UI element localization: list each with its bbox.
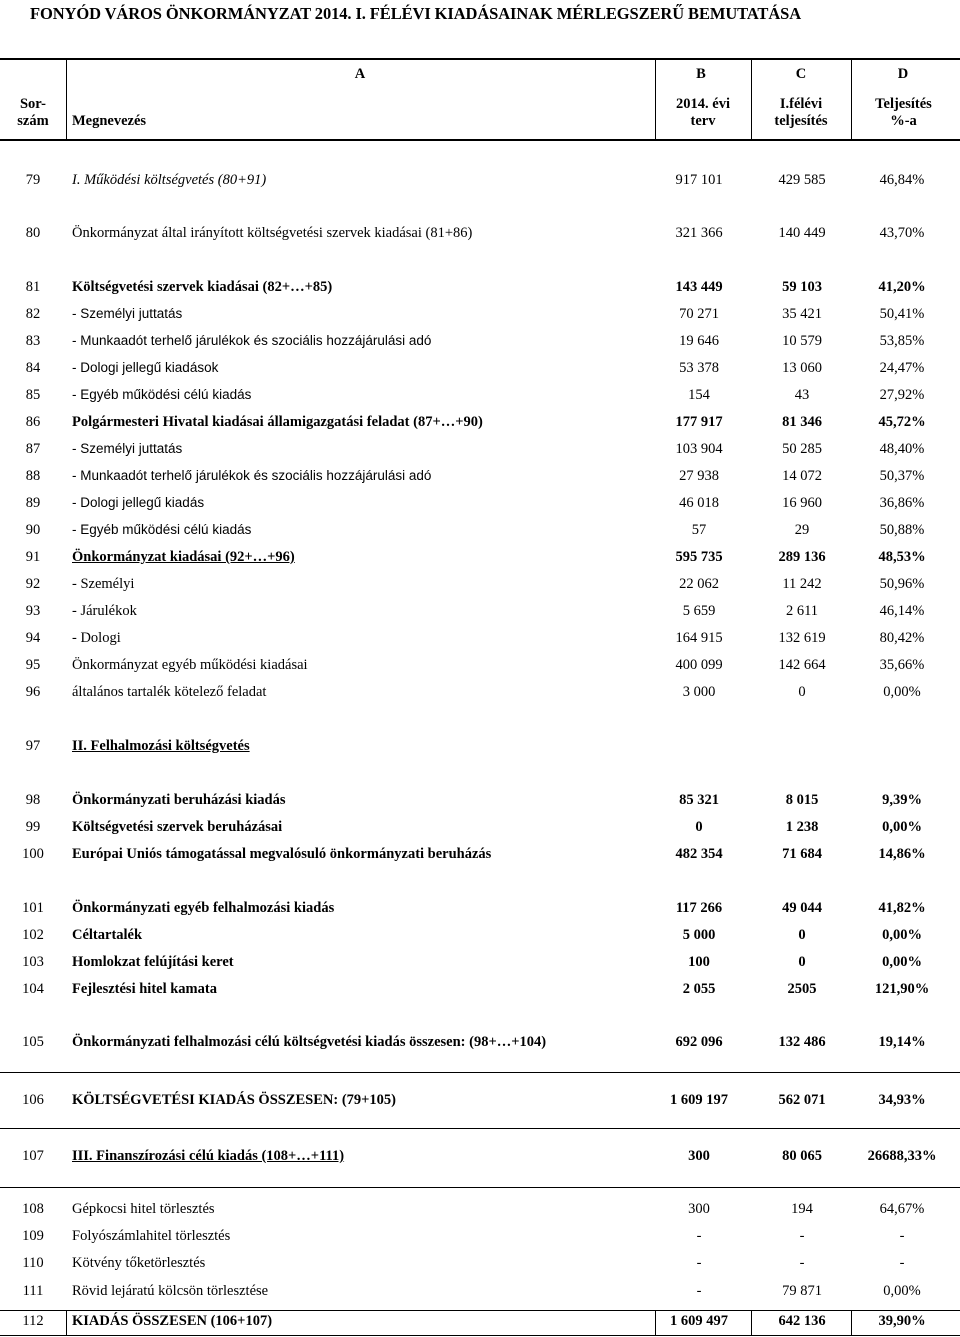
row-plan-value: 154 [688,387,710,403]
row-plan-value: 2 055 [682,981,716,997]
row-number: 95 [25,657,41,673]
row-actual-value: 642 136 [778,1313,826,1329]
table-row [0,1034,960,1054]
header-bottom-rule [0,139,960,141]
table-row [0,630,960,650]
row-number: 102 [22,927,44,943]
column-divider [851,1310,852,1335]
column-divider [751,1310,752,1335]
row-plan-value: 100 [688,954,710,970]
column-divider [655,1310,656,1335]
table-row [0,657,960,677]
row-actual-value: - [799,1228,805,1244]
row-plan-value: 917 101 [675,172,723,188]
row-percent-value: 50,96% [879,576,925,592]
table-row [0,468,960,488]
row-plan-value: 300 [688,1148,710,1164]
table-row [0,603,960,623]
row-percent-value: 34,93% [878,1092,926,1108]
row-label: Céltartalék [72,927,143,943]
row-label: - Munkaadót terhelő járulékok és szociális hozzájárulási adó [72,333,432,348]
row-percent-value: 27,92% [879,387,925,403]
row-actual-value: 16 960 [782,495,822,511]
row-number: 103 [22,954,44,970]
table-row [0,1283,960,1303]
row-percent-value: 0,00% [883,684,921,700]
row-percent-value: 50,37% [879,468,925,484]
table-row [0,333,960,353]
row-number: 91 [25,549,41,565]
row-plan-value: 27 938 [679,468,719,484]
row-label: II. Felhalmozási költségvetés [72,738,250,754]
row-actual-value: 2 611 [785,603,819,619]
header-terv-line1: 2014. évi [676,96,730,112]
row-actual-value: 0 [798,927,806,943]
row-label: - Személyi juttatás [72,306,183,321]
row-number: 96 [25,684,41,700]
row-percent-value: 46,14% [879,603,925,619]
row-plan-value: - [696,1228,702,1244]
header-divider-num [66,58,67,141]
row-plan-value: 57 [691,522,707,538]
header-top-rule [0,58,960,60]
row-plan-value: 5 659 [682,603,716,619]
row-label: - Járulékok [72,603,137,619]
row-percent-value: 0,00% [882,954,922,970]
section-rule [0,1128,960,1129]
row-percent-value: 19,14% [878,1034,926,1050]
row-percent-value: 53,85% [879,333,925,349]
row-plan-value: 164 915 [675,630,723,646]
row-plan-value: 85 321 [679,792,719,808]
header-megnevezes: Megnevezés [72,113,147,129]
row-plan-value: 5 000 [682,927,716,943]
row-actual-value: 132 619 [778,630,826,646]
row-percent-value: 14,86% [878,846,926,862]
row-plan-value: 300 [688,1201,710,1217]
table-row [0,1313,960,1333]
row-number: 81 [25,279,41,295]
row-plan-value: - [696,1255,702,1271]
col-letter-c: C [795,66,807,82]
row-percent-value: 64,67% [879,1201,925,1217]
row-plan-value: 46 018 [679,495,719,511]
row-percent-value: 0,00% [882,927,922,943]
table-row [0,981,960,1001]
row-percent-value: 36,86% [879,495,925,511]
row-label: - Munkaadót terhelő járulékok és szociális hozzájárulási adó [72,468,432,483]
row-plan-value: 19 646 [679,333,719,349]
row-label: Költségvetési szervek beruházásai [72,819,283,835]
row-plan-value: 0 [695,819,703,835]
row-actual-value: 140 449 [778,225,826,241]
col-letter-b: B [696,66,706,82]
row-label: - Egyéb működési célú kiadás [72,387,252,402]
row-plan-value: 70 271 [679,306,719,322]
row-number: 97 [25,738,41,754]
table-row [0,1148,960,1168]
row-label: Homlokzat felújítási keret [72,954,234,970]
row-actual-value: 29 [794,522,810,538]
row-plan-value: - [696,1283,702,1299]
row-plan-value: 482 354 [675,846,723,862]
row-plan-value: 3 000 [682,684,716,700]
table-row [0,819,960,839]
row-actual-value: 59 103 [782,279,822,295]
row-percent-value: 24,47% [879,360,925,376]
table-row [0,1201,960,1221]
row-percent-value: 45,72% [878,414,926,430]
row-label: Fejlesztési hitel kamata [72,981,217,997]
row-percent-value: 121,90% [874,981,930,997]
row-actual-value: 132 486 [778,1034,826,1050]
row-actual-value: - [799,1255,805,1271]
row-percent-value: 48,53% [878,549,926,565]
row-label: Önkormányzat kiadásai (92+…+96) [72,549,295,565]
row-number: 108 [22,1201,44,1217]
row-label: III. Finanszírozási célú kiadás (108+…+111) [72,1148,345,1164]
row-plan-value: 177 917 [675,414,723,430]
row-actual-value: 142 664 [778,657,826,673]
table-row [0,441,960,461]
table-row [0,1092,960,1112]
row-number: 83 [25,333,41,349]
section-rule [0,1072,960,1073]
row-number: 90 [25,522,41,538]
row-actual-value: 194 [791,1201,813,1217]
row-label: Önkormányzati felhalmozási célú költségvetési kiadás összesen: (98+…+104) [72,1034,547,1050]
row-plan-value: 321 366 [675,225,723,241]
table-row [0,738,960,758]
section-rule [0,1310,960,1311]
row-number: 98 [25,792,41,808]
col-letter-a: A [354,66,366,82]
header-teljesites-line2: teljesítés [774,113,828,129]
row-actual-value: 2505 [787,981,817,997]
row-number: 93 [25,603,41,619]
row-number: 112 [22,1313,44,1329]
row-actual-value: 14 072 [782,468,822,484]
row-number: 106 [22,1092,44,1108]
row-label: Önkormányzat által irányított költségvetési szervek kiadásai (81+86) [72,225,473,241]
row-actual-value: 79 871 [782,1283,822,1299]
table-row [0,306,960,326]
row-percent-value: 26688,33% [867,1148,937,1164]
table-row [0,414,960,434]
row-number: 109 [22,1228,44,1244]
row-number: 111 [22,1283,44,1299]
row-label: Európai Uniós támogatással megvalósuló önkormányzati beruházás [72,846,492,862]
row-label: KÖLTSÉGVETÉSI KIADÁS ÖSSZESEN: (79+105) [72,1092,397,1108]
row-number: 105 [22,1034,44,1050]
row-label: Polgármesteri Hivatal kiadásai államigazgatási feladat (87+…+90) [72,414,483,430]
row-label: Önkormányzati beruházási kiadás [72,792,286,808]
row-label: - Dologi jellegű kiadások [72,360,219,375]
row-percent-value: 41,20% [878,279,926,295]
row-actual-value: 13 060 [782,360,822,376]
row-actual-value: 71 684 [782,846,822,862]
table-row [0,792,960,812]
row-label: KIADÁS ÖSSZESEN (106+107) [72,1313,273,1329]
table-row [0,225,960,245]
row-number: 100 [22,846,44,862]
table-row [0,360,960,380]
table-row [0,846,960,866]
row-plan-value: 143 449 [675,279,723,295]
table-row [0,549,960,569]
row-number: 92 [25,576,41,592]
row-plan-value: 117 266 [675,900,723,916]
row-percent-value: 39,90% [878,1313,926,1329]
row-actual-value: 0 [798,954,806,970]
row-actual-value: 50 285 [782,441,822,457]
table-row [0,1228,960,1248]
header-teljesites [751,96,851,130]
row-plan-value: 692 096 [675,1034,723,1050]
table-row [0,684,960,704]
header-teljesites-line1: I.félévi [779,96,823,112]
row-actual-value: 8 015 [785,792,819,808]
table-row [0,387,960,407]
column-divider [66,1310,67,1335]
row-percent-value: 50,88% [879,522,925,538]
row-number: 84 [25,360,41,376]
row-actual-value: 562 071 [778,1092,826,1108]
row-actual-value: 11 242 [782,576,822,592]
table-row [0,172,960,192]
row-label: - Dologi jellegű kiadás [72,495,205,510]
row-label: Folyószámlahitel törlesztés [72,1228,231,1244]
header-terv-line2: terv [690,113,716,129]
row-plan-value: 22 062 [679,576,719,592]
row-number: 110 [22,1255,44,1271]
row-actual-value: 80 065 [782,1148,822,1164]
row-number: 82 [25,306,41,322]
row-percent-value: 35,66% [879,657,925,673]
row-actual-value: 1 238 [785,819,819,835]
header-pct-line2: %-a [890,113,917,129]
row-actual-value: 43 [794,387,810,403]
row-percent-value: 0,00% [882,819,922,835]
row-label: általános tartalék kötelező feladat [72,684,267,700]
row-number: 80 [25,225,41,241]
document-title: FONYÓD VÁROS ÖNKORMÁNYZAT 2014. I. FÉLÉVI KIADÁSAINAK MÉRLEGSZERŰ BEMUTATÁSA [30,4,802,23]
row-plan-value: 400 099 [675,657,723,673]
row-number: 79 [25,172,41,188]
header-terv [655,96,751,130]
table-row [0,1255,960,1275]
table-row [0,576,960,596]
col-letter-d: D [897,66,909,82]
row-label: Rövid lejáratú kölcsön törlesztése [72,1283,269,1299]
row-percent-value: 9,39% [882,792,922,808]
row-plan-value: 53 378 [679,360,719,376]
row-number: 89 [25,495,41,511]
row-percent-value: 43,70% [879,225,925,241]
row-actual-value: 289 136 [778,549,826,565]
row-number: 99 [25,819,41,835]
row-percent-value: - [899,1228,905,1244]
row-label: Gépkocsi hitel törlesztés [72,1201,215,1217]
row-plan-value: 1 609 197 [670,1092,728,1108]
table-row [0,522,960,542]
row-label: - Személyi [72,576,135,592]
row-percent-value: 48,40% [879,441,925,457]
section-rule [0,1335,960,1336]
table-row [0,279,960,299]
row-number: 88 [25,468,41,484]
row-plan-value: 103 904 [675,441,723,457]
row-plan-value: 595 735 [675,549,723,565]
row-label: Költségvetési szervek kiadásai (82+…+85) [72,279,333,295]
row-number: 87 [25,441,41,457]
header-sorszam-line1: Sor- [19,96,47,112]
row-percent-value: 41,82% [878,900,926,916]
row-actual-value: 49 044 [782,900,822,916]
row-number: 85 [25,387,41,403]
row-actual-value: 81 346 [782,414,822,430]
row-label: Kötvény tőketörlesztés [72,1255,206,1271]
row-actual-value: 35 421 [782,306,822,322]
row-label: Önkormányzat egyéb működési kiadásai [72,657,308,673]
table-row [0,495,960,515]
row-percent-value: 46,84% [879,172,925,188]
row-percent-value: 80,42% [879,630,925,646]
row-percent-value: 0,00% [883,1283,921,1299]
table-row [0,900,960,920]
row-number: 101 [22,900,44,916]
row-label: - Dologi [72,630,121,646]
header-sorszam-line2: szám [17,113,49,129]
row-actual-value: 429 585 [778,172,826,188]
row-number: 86 [25,414,41,430]
row-actual-value: 10 579 [782,333,822,349]
table-row [0,927,960,947]
row-label: - Személyi juttatás [72,441,183,456]
row-actual-value: 0 [798,684,806,700]
row-percent-value: 50,41% [879,306,925,322]
row-number: 94 [25,630,41,646]
row-label: - Egyéb működési célú kiadás [72,522,252,537]
row-plan-value: 1 609 497 [670,1313,728,1329]
section-rule [0,1187,960,1188]
row-label: Önkormányzati egyéb felhalmozási kiadás [72,900,335,916]
row-label: I. Működési költségvetés (80+91) [72,172,267,188]
row-number: 107 [22,1148,44,1164]
header-pct-line1: Teljesítés [875,96,932,112]
row-percent-value: - [899,1255,905,1271]
row-number: 104 [22,981,44,997]
header-sorszam [0,96,66,130]
header-teljesites-pct [851,96,956,130]
table-row [0,954,960,974]
